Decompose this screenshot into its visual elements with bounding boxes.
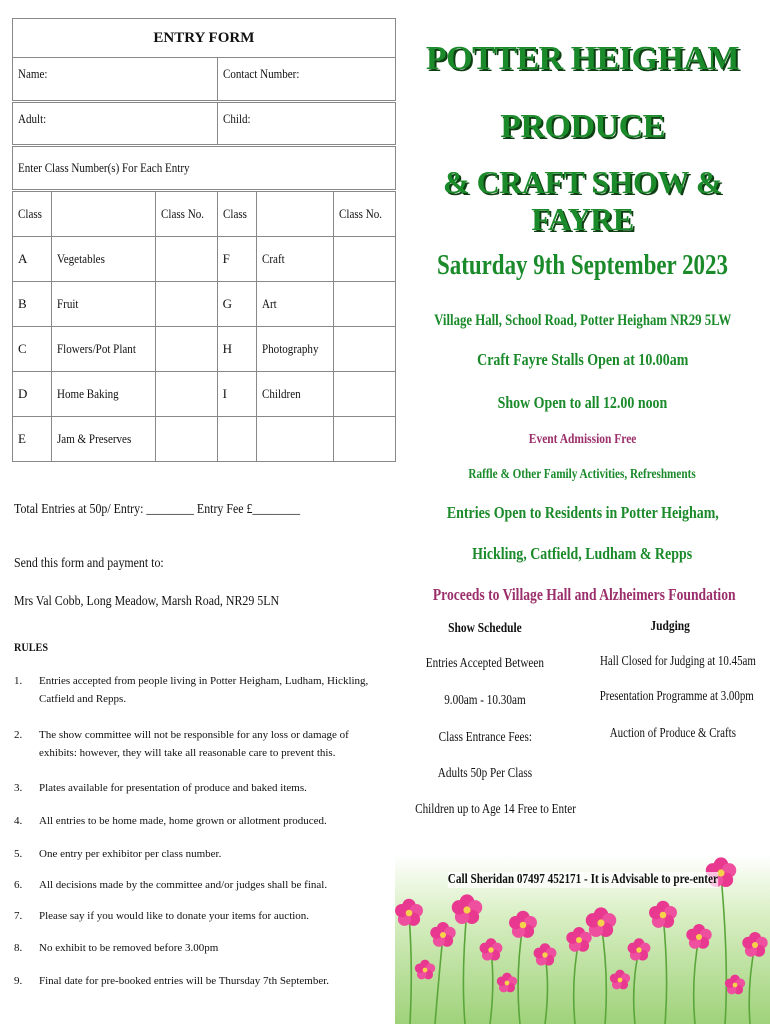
class-name: Children — [256, 372, 333, 417]
contact-number-field[interactable]: Contact Number: — [217, 58, 395, 102]
class-name — [256, 417, 333, 462]
judging-line: Auction of Produce & Crafts — [609, 726, 737, 741]
rules-heading: RULES — [14, 640, 49, 654]
class-code: G — [217, 282, 256, 327]
class-no-input[interactable] — [334, 282, 396, 327]
class-name: Jam & Preserves — [52, 417, 156, 462]
send-form-label: Send this form and payment to: — [14, 556, 164, 571]
raffle-activities: Raffle & Other Family Activities, Refreshments — [468, 467, 697, 482]
class-code: F — [217, 237, 256, 282]
enter-class-instruction: Enter Class Number(s) For Each Entry — [13, 146, 396, 191]
class-no-input[interactable] — [334, 417, 396, 462]
show-schedule-heading: Show Schedule — [448, 621, 522, 636]
schedule-line: Adults 50p Per Class — [437, 766, 533, 781]
class-code: A — [13, 237, 52, 282]
child-field[interactable]: Child: — [217, 102, 395, 146]
class-name: Fruit — [52, 282, 156, 327]
header-class-no-left: Class No. — [156, 191, 218, 237]
poster-title-line-1: POTTER HEIGHAM — [425, 40, 740, 77]
class-code: E — [13, 417, 52, 462]
class-code — [217, 417, 256, 462]
entries-open-line-2: Hickling, Catfield, Ludham & Repps — [472, 544, 693, 563]
class-code: B — [13, 282, 52, 327]
class-code: D — [13, 372, 52, 417]
class-row — [13, 327, 396, 372]
show-open: Show Open to all 12.00 noon — [497, 393, 668, 412]
class-header-row — [13, 191, 396, 237]
name-field[interactable]: Name: — [13, 58, 218, 102]
judging-line: Presentation Programme at 3.00pm — [599, 689, 754, 704]
send-address: Mrs Val Cobb, Long Meadow, Marsh Road, NR29 5LN — [14, 594, 280, 609]
admission-free: Event Admission Free — [528, 432, 637, 447]
class-no-input[interactable] — [156, 372, 218, 417]
class-name: Photography — [256, 327, 333, 372]
schedule-line: Children up to Age 14 Free to Enter — [415, 802, 576, 817]
class-row — [13, 237, 396, 282]
class-no-input[interactable] — [156, 417, 218, 462]
call-to-pre-enter: Call Sheridan 07497 452171 - It is Advisable to pre-enter — [447, 872, 718, 887]
adult-field[interactable]: Adult: — [13, 102, 218, 146]
judging-heading: Judging — [650, 619, 690, 634]
event-venue: Village Hall, School Road, Potter Heigham NR29 5LW — [433, 312, 732, 329]
class-no-input[interactable] — [334, 327, 396, 372]
class-row — [13, 282, 396, 327]
header-class-right: Class — [217, 191, 256, 237]
class-no-input[interactable] — [156, 327, 218, 372]
header-class-no-right: Class No. — [334, 191, 396, 237]
poster-title-line-2: PRODUCE — [500, 108, 665, 145]
class-row — [13, 417, 396, 462]
class-name: Flowers/Pot Plant — [52, 327, 156, 372]
class-code: H — [217, 327, 256, 372]
entries-open-line-1: Entries Open to Residents in Potter Heigham, — [446, 503, 719, 522]
class-row — [13, 372, 396, 417]
header-class-left: Class — [13, 191, 52, 237]
proceeds-line: Proceeds to Village Hall and Alzheimers Foundation — [432, 585, 736, 604]
class-no-input[interactable] — [156, 282, 218, 327]
judging-line: Hall Closed for Judging at 10.45am — [599, 654, 756, 669]
poster-title-line-3: & CRAFT SHOW & FAYRE — [443, 164, 722, 237]
craft-fayre-open: Craft Fayre Stalls Open at 10.00am — [476, 350, 689, 369]
form-title: ENTRY FORM — [13, 19, 396, 58]
class-name: Home Baking — [52, 372, 156, 417]
class-code: C — [13, 327, 52, 372]
schedule-line: Class Entrance Fees: — [438, 730, 532, 745]
class-name: Vegetables — [52, 237, 156, 282]
class-name: Craft — [256, 237, 333, 282]
class-no-input[interactable] — [156, 237, 218, 282]
schedule-line: 9.00am - 10.30am — [444, 693, 526, 708]
class-no-input[interactable] — [334, 237, 396, 282]
class-name: Art — [256, 282, 333, 327]
class-code: I — [217, 372, 256, 417]
entry-form-table — [12, 18, 396, 462]
schedule-line: Entries Accepted Between — [425, 656, 545, 671]
total-entries-line[interactable]: Total Entries at 50p/ Entry: ________ Entry Fee £________ — [14, 502, 301, 517]
header-blank-left — [52, 191, 156, 237]
header-blank-right — [256, 191, 333, 237]
event-date: Saturday 9th September 2023 — [436, 250, 729, 281]
class-no-input[interactable] — [334, 372, 396, 417]
